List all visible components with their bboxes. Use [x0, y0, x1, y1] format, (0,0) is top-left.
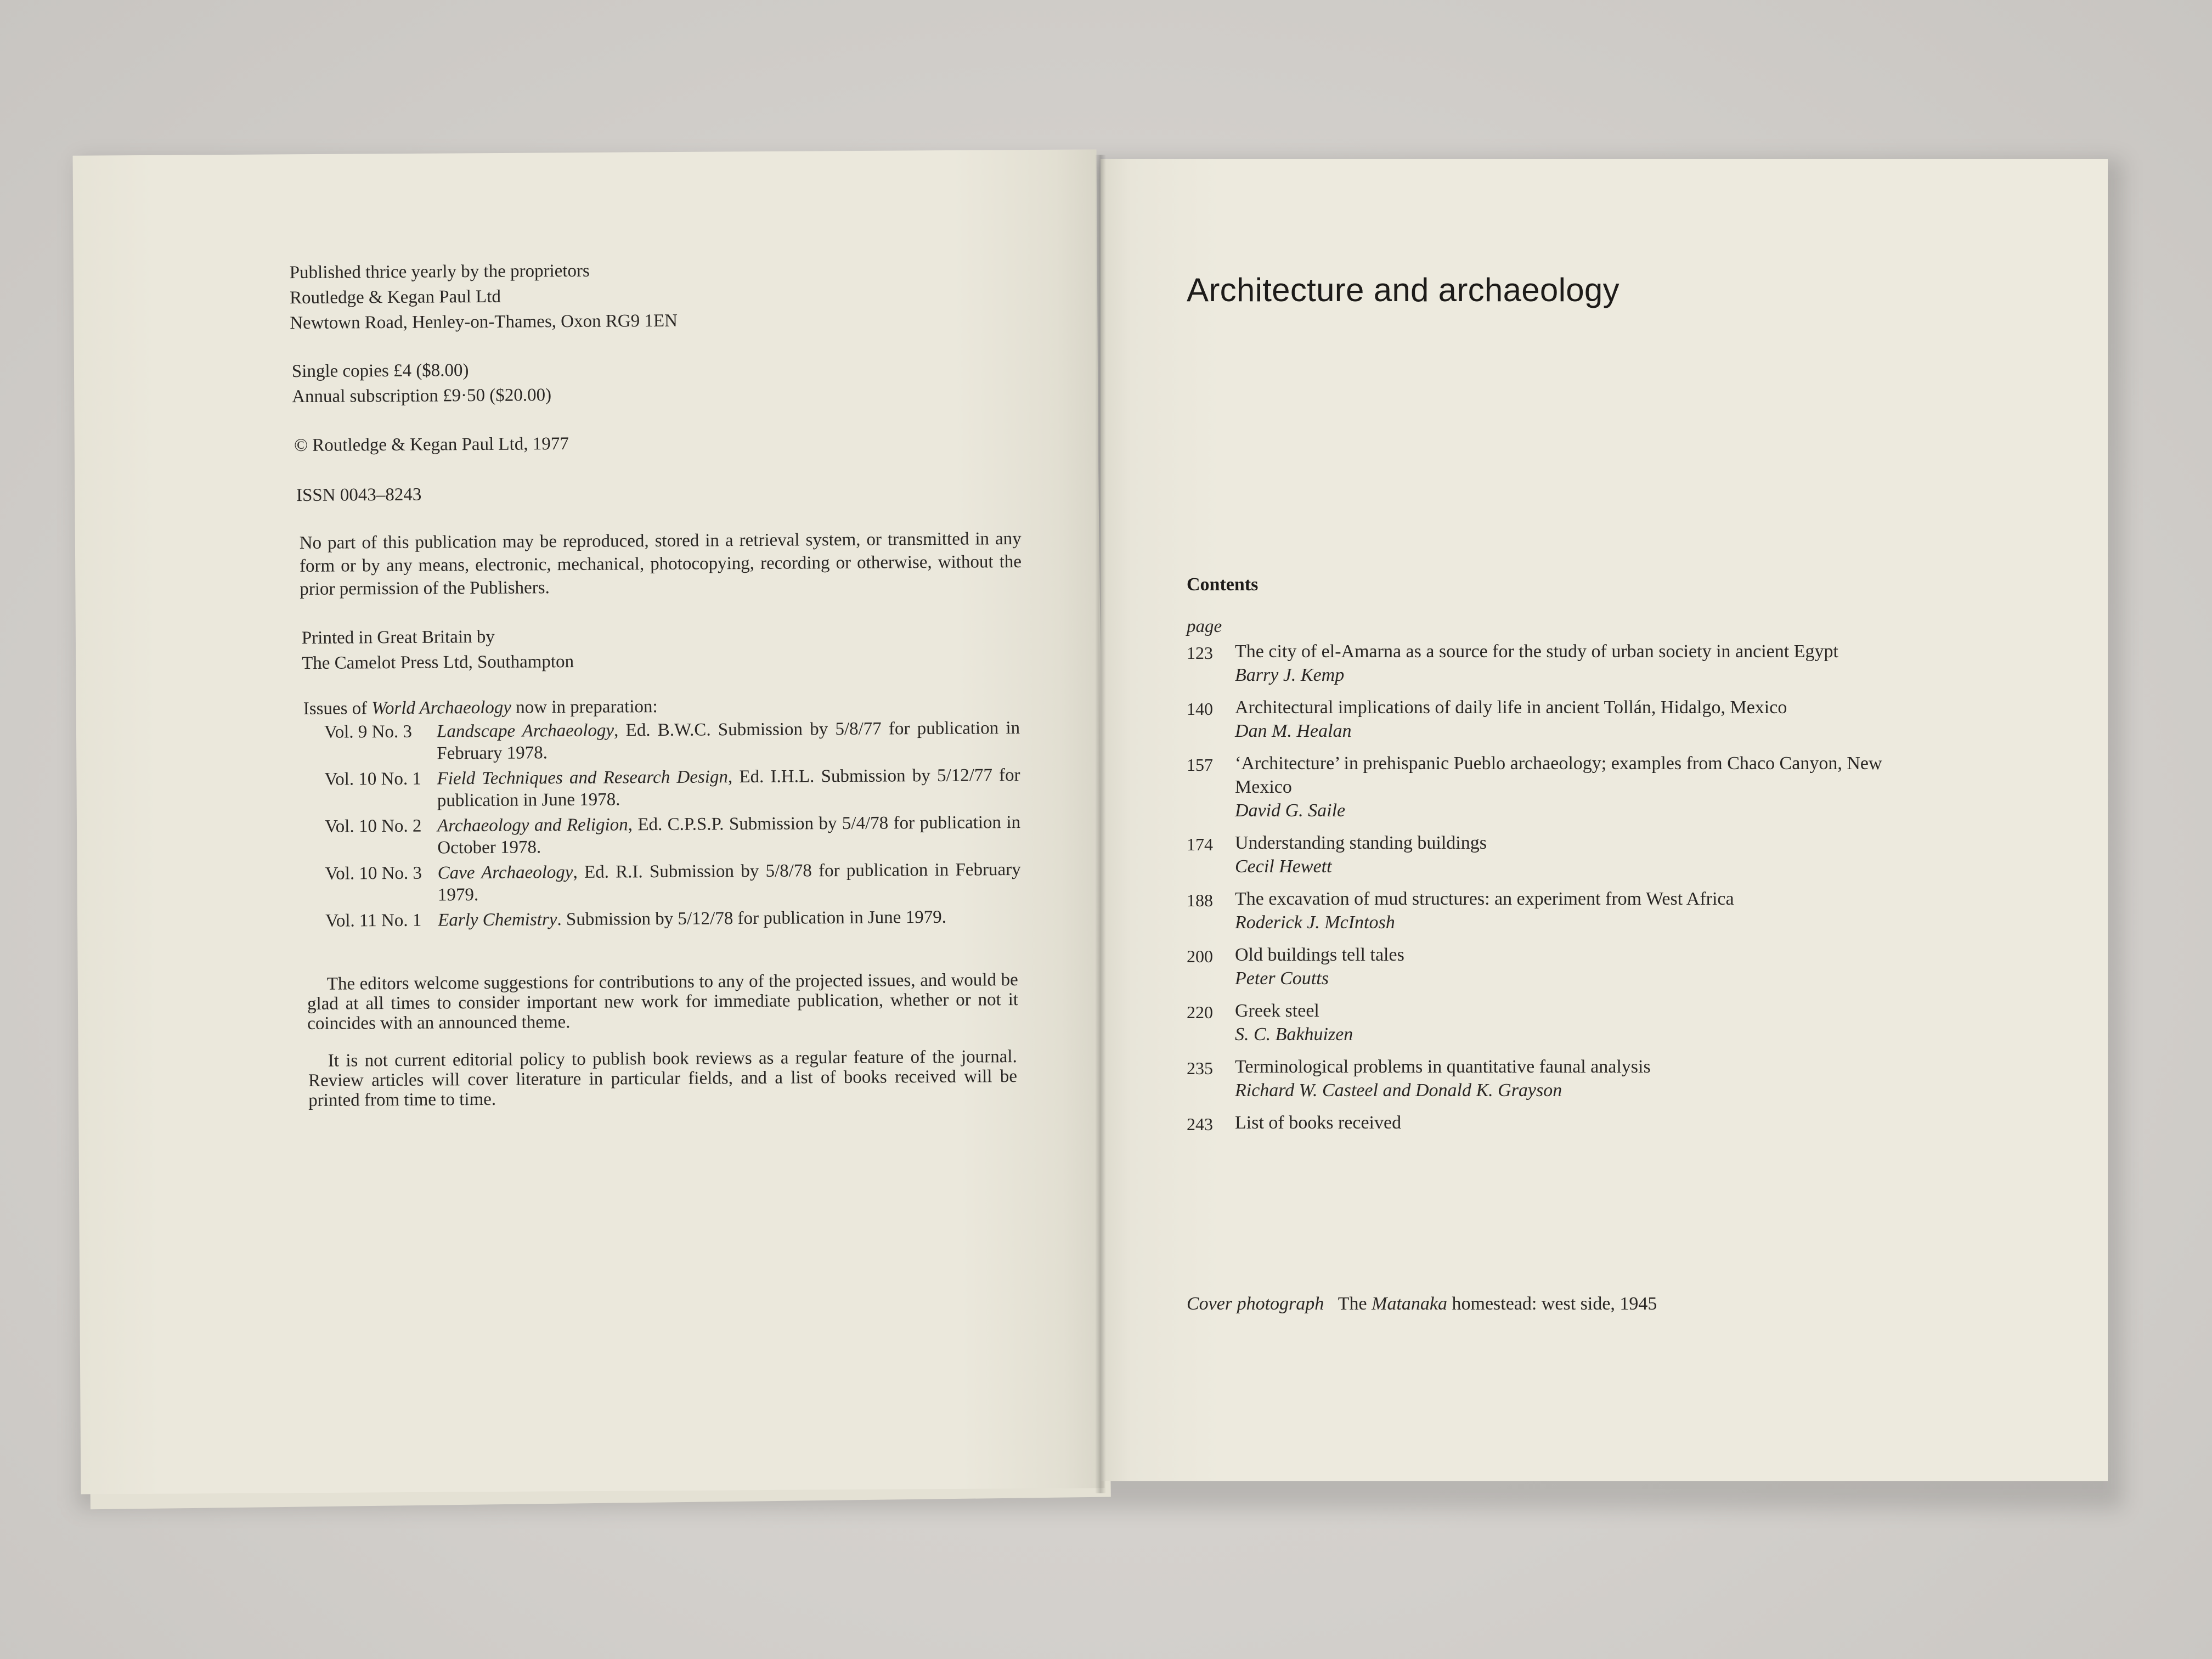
page-title: Architecture and archaeology — [1187, 272, 1620, 308]
issue-description — [437, 811, 1020, 859]
publisher-line: Published thrice yearly by the proprietors — [289, 261, 590, 283]
reviews-note-text: It is not current editorial policy to publish book reviews as a regular feature of the journal. Review articles will cover literature in particular fields, and a list of books received will be printed from time to time. — [308, 1047, 1018, 1110]
issue-item — [304, 906, 1021, 932]
issue-theme: Archaeology and Religion — [437, 815, 628, 836]
issue-volume: Vol. 10 No. 1 — [324, 769, 422, 789]
toc-page-number: 220 — [1187, 1002, 1213, 1022]
issue-theme: Cave Archaeology — [437, 862, 573, 883]
toc-entry-body — [1235, 887, 1927, 934]
toc-author: David G. Saile — [1235, 800, 1346, 821]
toc-entry — [1187, 1055, 1927, 1102]
toc-entry — [1187, 887, 1927, 934]
toc-title: Understanding standing buildings — [1235, 833, 1487, 853]
rights-notice — [300, 527, 1022, 601]
toc-entry — [1187, 752, 1927, 822]
toc-title: The excavation of mud structures: an experiment from West Africa — [1235, 889, 1734, 909]
publisher-block — [290, 256, 1025, 336]
toc-title: ‘Architecture’ in prehispanic Pueblo archaeology; examples from Chaco Canyon, New Mexico — [1235, 753, 1882, 797]
cover-text-suffix: homestead: west side, 1945 — [1447, 1294, 1657, 1314]
editors-note-text: The editors welcome suggestions for contributions to any of the projected issues, and would be glad at all times to consider important new work for immediate publication, whether or not it coincides with an announced theme. — [307, 970, 1019, 1034]
issue-details: , Ed. I.H.L. Submission by 5/12/77 for publication in June 1978. — [437, 765, 1020, 811]
toc-author: Barry J. Kemp — [1235, 665, 1345, 685]
issue-volume: Vol. 10 No. 2 — [325, 816, 422, 837]
toc-author: Dan M. Healan — [1235, 721, 1352, 741]
price-line: Annual subscription £9·50 ($20.00) — [292, 385, 552, 407]
issue-item — [304, 811, 1020, 860]
toc-entry — [1187, 943, 1927, 990]
printer-block — [302, 621, 1037, 676]
printer-line: The Camelot Press Ltd, Southampton — [302, 652, 574, 674]
toc-entry-body — [1235, 1111, 1927, 1136]
issue-details: , Ed. R.I. Submission by 5/8/78 for publication in February 1979. — [437, 860, 1021, 905]
issue-item — [304, 859, 1021, 907]
issn-line: ISSN 0043–8243 — [296, 484, 422, 506]
toc-title: Architectural implications of daily life in ancient Tollán, Hidalgo, Mexico — [1235, 697, 1787, 718]
issues-heading-prefix: Issues of — [303, 698, 372, 719]
toc-entry-body — [1235, 1055, 1927, 1102]
issue-item — [303, 717, 1020, 765]
toc-title: Terminological problems in quantitative faunal analysis — [1235, 1057, 1651, 1077]
publisher-line: Newtown Road, Henley-on-Thames, Oxon RG9 1EN — [290, 311, 678, 334]
toc-author: Peter Coutts — [1235, 968, 1329, 989]
toc-entry-body — [1235, 999, 1927, 1046]
issues-heading-journal: World Archaeology — [371, 697, 512, 719]
copyright-line: © Routledge & Kegan Paul Ltd, 1977 — [294, 434, 569, 456]
toc-entry — [1187, 640, 1927, 687]
toc-page-number: 123 — [1187, 643, 1213, 663]
toc-page-number: 174 — [1187, 834, 1213, 854]
reviews-note — [308, 1047, 1018, 1110]
issue-details: , Ed. C.P.S.P. Submission by 5/4/78 for publication in October 1978. — [437, 812, 1021, 858]
toc-entry-body — [1235, 831, 1927, 878]
issue-details: , Ed. B.W.C. Submission by 5/8/77 for publication in February 1978. — [437, 718, 1020, 764]
toc-page-number: 243 — [1187, 1114, 1213, 1134]
issue-description — [438, 859, 1021, 906]
cover-photograph-caption — [1187, 1294, 1657, 1314]
toc-page-number: 235 — [1187, 1058, 1213, 1078]
toc-page-number: 188 — [1187, 890, 1213, 910]
issue-theme: Field Techniques and Research Design — [437, 767, 729, 789]
issue-description — [437, 764, 1020, 811]
table-of-contents — [1187, 640, 1927, 1145]
toc-page-number: 200 — [1187, 946, 1213, 966]
cover-text-italic: Matanaka — [1372, 1294, 1447, 1314]
printer-line: Printed in Great Britain by — [301, 627, 495, 648]
toc-author: Roderick J. McIntosh — [1235, 912, 1395, 933]
issue-volume: Vol. 10 No. 3 — [325, 863, 422, 884]
toc-page-number: 140 — [1187, 699, 1213, 719]
toc-title: List of books received — [1235, 1113, 1402, 1133]
toc-page-number: 157 — [1187, 755, 1213, 775]
rights-notice-text: No part of this publication may be reproduced, stored in a retrieval system, or transmitted in any form or by any means, electronic, mechanical, photocopying, recording or otherwise, without the prior permission of the Publishers. — [299, 528, 1022, 600]
toc-author: S. C. Bakhuizen — [1235, 1024, 1353, 1045]
toc-entry-body — [1235, 752, 1927, 822]
toc-entry-body — [1235, 640, 1927, 687]
copyright-block — [294, 428, 1029, 458]
issue-description — [437, 717, 1020, 764]
toc-entry-body — [1235, 943, 1927, 990]
issue-volume: Vol. 11 No. 1 — [325, 910, 422, 931]
toc-entry — [1187, 696, 1927, 743]
issue-theme: Early Chemistry — [438, 910, 557, 930]
page-column-label: page — [1187, 617, 1222, 636]
issn-block — [296, 478, 1031, 508]
issue-volume: Vol. 9 No. 3 — [324, 721, 413, 742]
toc-author: Richard W. Casteel and Donald K. Grayson — [1235, 1080, 1562, 1101]
issues-heading-suffix: now in preparation: — [511, 697, 658, 718]
price-line: Single copies £4 ($8.00) — [291, 360, 469, 382]
cover-label: Cover photograph — [1187, 1294, 1324, 1314]
issue-item — [303, 764, 1020, 812]
issues-heading — [303, 692, 1020, 721]
cover-text-prefix: The — [1338, 1294, 1372, 1314]
book-gutter — [1095, 155, 1106, 1493]
issue-description — [438, 906, 1021, 931]
publisher-line: Routledge & Kegan Paul Ltd — [289, 286, 501, 308]
toc-author: Cecil Hewett — [1235, 856, 1332, 877]
editors-note — [307, 970, 1019, 1034]
toc-entry — [1187, 831, 1927, 878]
contents-heading: Contents — [1187, 574, 1259, 595]
toc-entry — [1187, 1111, 1927, 1136]
toc-entry-body — [1235, 696, 1927, 743]
toc-title: The city of el-Amarna as a source for the study of urban society in ancient Egypt — [1235, 641, 1838, 662]
issues-block — [303, 692, 1022, 935]
price-block — [292, 354, 1028, 409]
toc-entry — [1187, 999, 1927, 1046]
issue-details: . Submission by 5/12/78 for publication in June 1979. — [557, 907, 946, 930]
issue-theme: Landscape Archaeology — [436, 720, 614, 742]
toc-title: Greek steel — [1235, 1001, 1319, 1021]
toc-title: Old buildings tell tales — [1235, 945, 1404, 965]
